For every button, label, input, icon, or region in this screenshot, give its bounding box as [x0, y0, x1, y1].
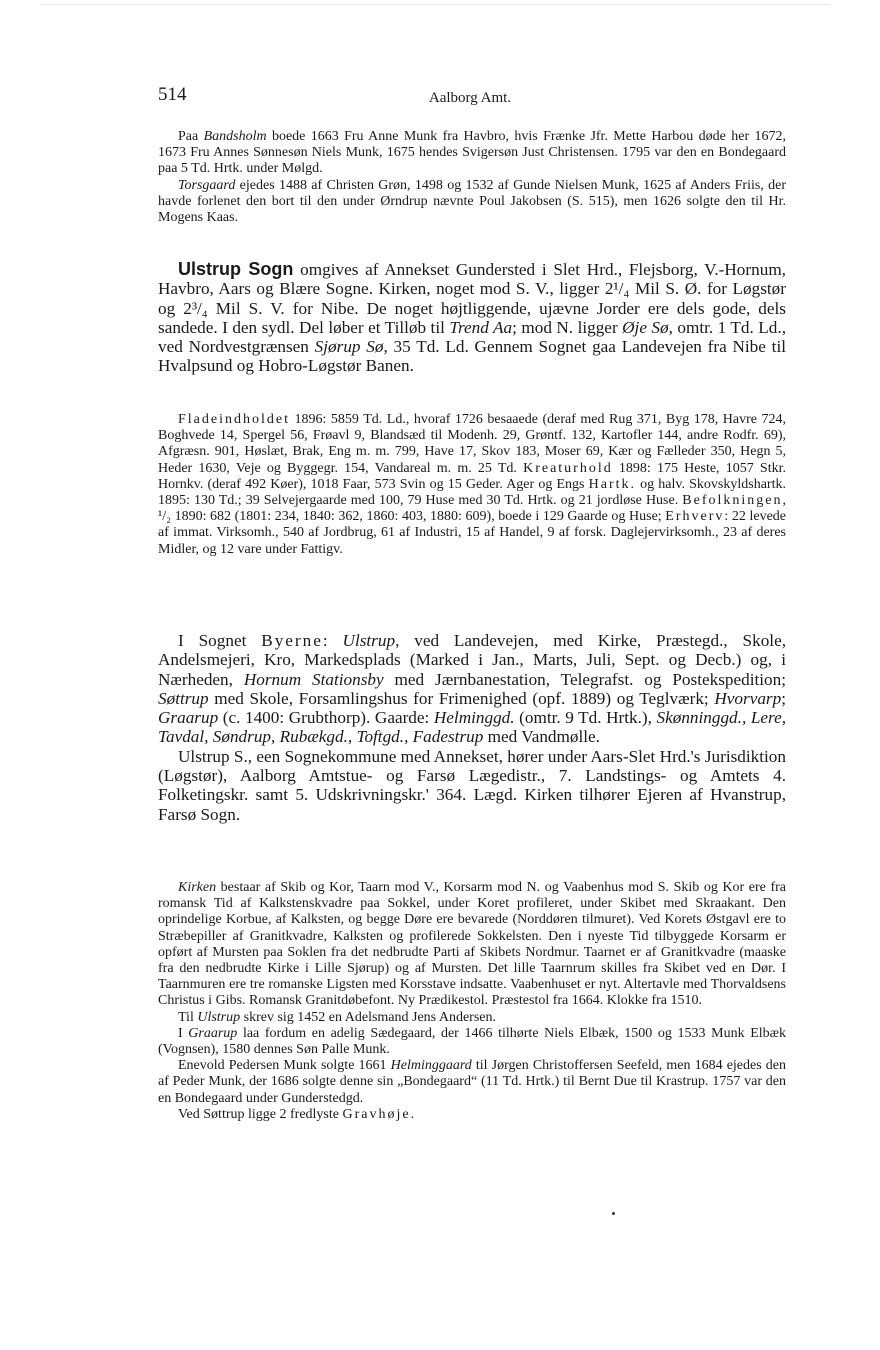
parish-heading: Ulstrup Sogn	[178, 259, 294, 279]
text-run: , ¹/₂ 1890: 682 (1801: 234, 1840: 362, 1860: 403, 1880: 609), boede i 129 Gaarde og Huse;	[158, 493, 786, 525]
text-run: til Jørgen Christoffersen Seefeld, men 1684 ejedes den af Peder Munk, der 1686 solgte denne sin „Bondegaard“ (11 Td. Hrtk.) til Bernt Due til Krastrup. 1757 var den en Bondegaard under Gunderstedgd.	[158, 1058, 786, 1106]
kommune-paragraph	[158, 747, 786, 824]
italic-run: Søttrup	[158, 688, 209, 708]
text-run: 1898: 175 Heste, 1057 Stkr. Hornkv. (deraf 492 Køer), 1018 Faar, 573 Svin og 15 Geder. Ager og Engs	[158, 460, 786, 492]
text-run: Paa	[178, 129, 204, 144]
text-run: og halv. Skovskyldshartk. 1895: 130 Td.; 39 Selvejergaarde med 100, 79 Huse med 30 Td. Hrtk. og 21 jordløse Huse.	[158, 476, 786, 509]
top-rule	[40, 4, 830, 5]
text-run: :	[322, 631, 343, 650]
text-run: med Jærnbanestation, Telegrafst. og Postekspedition;	[383, 669, 787, 689]
text-run: (omtr. 9 Td. Hrtk.),	[514, 708, 657, 728]
italic-run: Hvorvarp	[714, 688, 782, 708]
intro-section	[158, 129, 786, 226]
til-ulstrup-paragraph	[158, 1010, 786, 1026]
spaced-run: Erhverv	[665, 509, 725, 525]
italic-run: Kirken	[178, 880, 217, 895]
text-run: , ved Landevejen, med Kirke, Præstegd., Skole, Andelsmejeri, Kro, Markedsplads (Marked i Jan., Marts, Juli, Sept. og Decb.) og, i Nærheden,	[158, 631, 786, 689]
kirken-paragraph	[158, 880, 786, 1010]
text-run: boede 1663 Fru Anne Munk fra Havbro, hvis Frænke Jfr. Mette Harbou døde her 1672, 1673 Fru Annes Sønnesøn Niels Munk, 1675 hendes Svigersøn Just Christensen. 1795 var den en Bondegaard paa 5 Td. Hrtk. under Mølgd.	[158, 129, 786, 177]
text-run: , 35 Td. Ld. Gennem Sognet gaa Landevejen fra Nibe til Hvalpsund og Hobro-Løgstør Banen.	[158, 337, 786, 376]
italic-run: Torsgaard	[178, 177, 236, 193]
villages-section	[158, 631, 786, 824]
notes-section	[158, 880, 786, 1123]
running-head: Aalborg Amt.	[428, 90, 512, 106]
ink-speck	[612, 1212, 615, 1215]
text-run: skrev sig 1452 en Adelsmand Jens Andersen.	[240, 1009, 496, 1025]
text-run: I Sognet	[178, 631, 262, 650]
text-run: I	[178, 1025, 189, 1041]
sogn-paragraph	[158, 260, 786, 376]
text-run: Til	[178, 1009, 198, 1025]
text-run: omgives af Annekset Gundersted i Slet Hrd., Flejsborg, V.-Hornum, Havbro, Aars og Blære Sogne. Kirken, noget mod S. V., ligger 2¹/₄ Mil S. Ø. for Løgstør og 2³/₄ Mil S. V. for Nibe. De noget højtliggende, ujævne Jorder ere dels gode, dels sandede. I den sydl. Del løber et Tilløb til	[158, 260, 786, 337]
spaced-run: Hartk.	[588, 476, 637, 492]
sogn-description	[158, 260, 786, 376]
spaced-run: Fladeindholdet	[178, 412, 290, 427]
italic-run: Ulstrup	[342, 631, 396, 650]
italic-run: Hornum Stationsby	[243, 669, 384, 689]
text-run: ejedes 1488 af Christen Grøn, 1498 og 1532 af Gunde Nielsen Munk, 1625 af Anders Friis, der havde forlenet den bort til den under Ørndrup nævnte Poul Jakobsen (S. 515), men 1626 solgte den til Hr. Mogens Kaas.	[158, 177, 786, 226]
italic-run: Graarup	[158, 708, 219, 728]
text-run: .	[410, 1106, 415, 1122]
gravhoje-paragraph	[158, 1107, 786, 1123]
italic-run: Sjørup Sø	[314, 337, 384, 357]
enevold-paragraph	[158, 1058, 786, 1107]
italic-run: Øje Sø	[622, 317, 669, 337]
statistics-section	[158, 412, 786, 558]
spaced-run: Gravhøje	[342, 1106, 411, 1122]
text-run: med Skole, Forsamlingshus for Frimenighed (opf. 1889) og Teglværk;	[208, 688, 715, 708]
italic-run: Ulstrup	[197, 1009, 241, 1025]
text-run: Ulstrup S., een Sognekommune med Annekset, hører under Aars-Slet Hrd.'s Jurisdiktion (Løgstør), Aalborg Amtstue- og Farsø Lægedistr., 7. Landstings- og Amtets 4. Folketingskr. samt 5. Udskrivningskr.' 364. Lægd. Kirken tilhører Ejeren af Hvanstrup, Farsø Sogn.	[158, 746, 786, 824]
text-run: 1896: 5859 Td. Ld., hvoraf 1726 besaaede (deraf med Rug 371, Byg 178, Havre 724, Boghvede 14, Spergel 56, Frøavl 9, Blandsæd til Modenh. 29, Grøntf. 132, Kartofler 144, andre Rodfr. 69), Afgræsn. 901, Høslæt, Brak, Eng m. m. 799, Have 17, Skov 183, Moser 69, Kær og Fælleder 350, Hegn 5, Heder 1630, Veje og Byggegr. 154, Vandareal m. m. 25 Td.	[158, 412, 786, 476]
text-run: Enevold Pedersen Munk solgte 1661	[178, 1058, 391, 1074]
page-number: 514	[158, 84, 187, 105]
bandsholm-paragraph	[158, 129, 786, 178]
italic-run: Graarup	[188, 1025, 238, 1041]
text-run: (c. 1400: Grubthorp). Gaarde:	[218, 708, 434, 728]
italic-run: Bandsholm	[203, 129, 267, 144]
text-run: , omtr. 1 Td. Ld., ved Nordvestgrænsen	[158, 317, 786, 357]
graarup-paragraph	[158, 1026, 786, 1058]
statistics-paragraph	[158, 412, 786, 558]
text-run: laa fordum en adelig Sædegaard, der 1466 tilhørte Niels Elbæk, 1500 og 1533 Munk Elbæk (Vognsen), 1580 dennes Søn Palle Munk.	[158, 1025, 786, 1058]
spaced-run: Byerne	[261, 631, 323, 650]
text-run: ;	[781, 688, 786, 708]
spaced-run: Befolkningen	[682, 493, 783, 509]
spaced-run: Kreaturhold	[523, 460, 613, 476]
text-run: : 22 levede af immat. Virksomh., 540 af Jordbrug, 61 af Industri, 15 af Handel, 9 af forsk. Daglejervirksomh., 23 af deres Midler, og 12 vare under Fattigv.	[158, 509, 787, 557]
italic-run: Skønninggd., Lere, Tavdal, Søndrup, Rubækgd., Toftgd., Fadestrup	[158, 708, 786, 747]
text-run: bestaar af Skib og Kor, Taarn mod V., Korsarm mod N. og Vaabenhus mod S. Skib og Kor ere fra romansk Tid af Kalkstenskvadre paa Sokkel, under Koret profileret, under Skibet med Skraakant. Den oprindelige Korbue, af Kalksten, og begge Døre ere bevarede (Norddøren tilmuret). Ved Korets Østgavl ere to Stræbepiller af Granitkvadre, Kalksten og profilerede Sokkelsten. Den i nyeste Tid tilbyggede Korsarm er opført af Mursten paa Soklen fra det nedbrudte Parti af Skibets Nordmur. Taarnet er af Granitkvadre (maaske fra den nedbrudte Kirke i Lille Sjørup) og af Mursten. Det lille Taarnrum skilles fra Skibet ved en Dør. I Taarnmuren ere tre romanske Ligsten med Korsstave indsatte. Vaabenhuset er nyt. Altertavle med Thorvaldsens Christus i Gibs. Romansk Granitdøbefont. Ny Prædikestol. Præstestol fra 1664. Klokke fra 1510.	[158, 880, 786, 1009]
text-run: med Vandmølle.	[483, 727, 600, 747]
italic-run: Trend Aa	[449, 317, 513, 337]
villages-paragraph	[158, 631, 786, 747]
italic-run: Helminggd.	[433, 708, 515, 728]
torsgaard-paragraph	[158, 178, 786, 227]
text-run: ; mod N. ligger	[512, 317, 623, 337]
text-run: Ved Søttrup ligge 2 fredlyste	[178, 1106, 343, 1122]
italic-run: Helminggaard	[390, 1058, 472, 1074]
